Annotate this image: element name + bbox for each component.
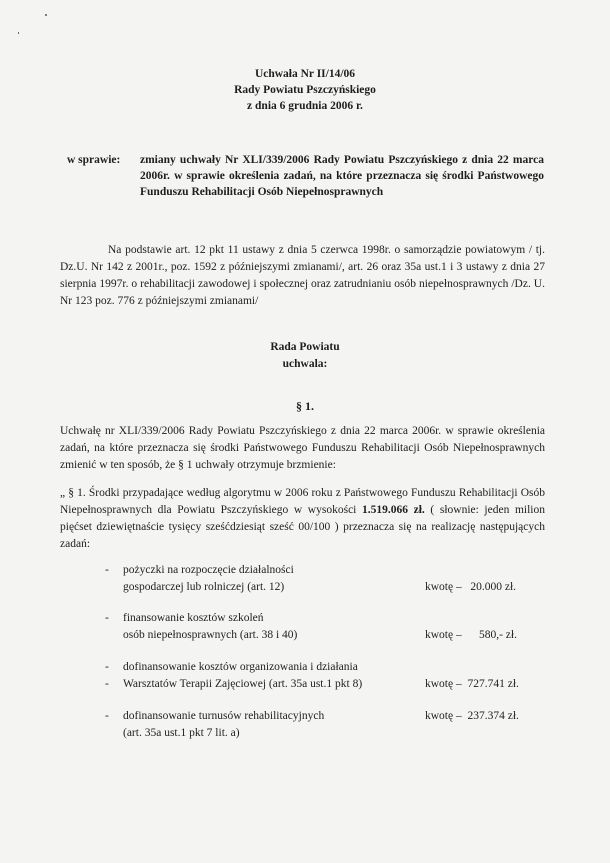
subject-label: w sprawie: — [67, 154, 121, 166]
council-label: Rada Powiatu — [270, 341, 340, 353]
list-dash: - — [105, 661, 109, 673]
item-line2: osób niepełnosprawnych (art. 38 i 40) — [123, 629, 298, 641]
scan-speck — [45, 14, 47, 16]
item-line2: (art. 35a ust.1 pkt 7 lit. a) — [123, 727, 240, 739]
item-amount: kwotę – 727.741 zł. — [425, 678, 519, 690]
list-dash: - — [105, 710, 109, 722]
list-dash: - — [105, 612, 109, 624]
subject-text: zmiany uchwały Nr XLI/339/2006 Rady Powiatu Pszczyńskiego z dnia 22 marca 2006r. w sprawie określenia zadań, na które przeznacza się środki Państwowego Funduszu Rehabilitacji Osób Niepełnosprawnych — [140, 154, 544, 198]
council-name: Rady Powiatu Pszczyńskiego — [234, 84, 376, 96]
council-resolves — [0, 339, 610, 373]
amendment-paragraph: Uchwałę nr XLI/339/2006 Rady Powiatu Pszczyńskiego z dnia 22 marca 2006r. w sprawie określenia zadań, na które przeznacza się środki Państwowego Funduszu Rehabilitacji Osób Niepełnosprawnych zmienić w ten sposób, że § 1 uchwały otrzymuje brzmienie: — [60, 425, 545, 471]
item-line2: Warsztatów Terapii Zajęciowej (art. 35a ust.1 pkt 8) — [123, 678, 363, 690]
list-dash: - — [105, 678, 109, 690]
resolves-label: uchwala: — [282, 358, 328, 370]
section-heading: § 1. — [296, 399, 314, 413]
item-line1: dofinansowanie turnusów rehabilitacyjnych — [123, 710, 325, 722]
legal-basis-paragraph: Na podstawie art. 12 pkt 11 ustawy z dnia 5 czerwca 1998r. o samorządzie powiatowym / tj. Dz.U. Nr 142 z 2001r., poz. 1592 z późniejszymi zmianami/, art. 26 oraz 35a ust.1 i 3 ustawy z dnia 27 sierpnia 1997r. o rehabilitacji zawodowej i społecznej oraz zatrudnianiu osób niepełnosprawnych /Dz. U. Nr 123 poz. 776 z późniejszymi zmianami/ — [60, 244, 545, 307]
item-amount: kwotę – 237.374 zł. — [425, 710, 519, 722]
resolution-number: Uchwała Nr II/14/06 — [254, 68, 356, 80]
funds-paragraph — [60, 485, 545, 553]
resolution-date: z dnia 6 grudnia 2006 r. — [247, 100, 363, 112]
list-dash: - — [105, 564, 109, 576]
item-line1: pożyczki na rozpoczęcie działalności — [123, 564, 294, 576]
item-amount: kwotę – 580,- zł. — [425, 629, 517, 641]
item-line1: dofinansowanie kosztów organizowania i działania — [123, 661, 358, 673]
funds-paragraph-text-2: ( słownie: jeden milion pięćset dziewiętnaście tysięcy sześćdziesiąt sześć 00/100 ) przeznacza się na realizację następujących zadań: — [60, 504, 545, 550]
item-line1: finansowanie kosztów szkoleń — [123, 612, 264, 624]
item-amount: kwotę – 20.000 zł. — [425, 581, 517, 593]
resolution-header — [0, 66, 610, 114]
item-line2: gospodarczej lub rolniczej (art. 12) — [123, 581, 285, 593]
funds-total-amount: 1.519.066 zł. — [361, 504, 425, 516]
funds-paragraph-text-1: „ § 1. Środki przypadające według algorytmu w 2006 roku z Państwowego Funduszu Rehabilitacji Osób Niepełnosprawnych dla Powiatu Pszczyńskiego w wysokości — [60, 487, 545, 516]
scan-speck — [18, 32, 19, 34]
